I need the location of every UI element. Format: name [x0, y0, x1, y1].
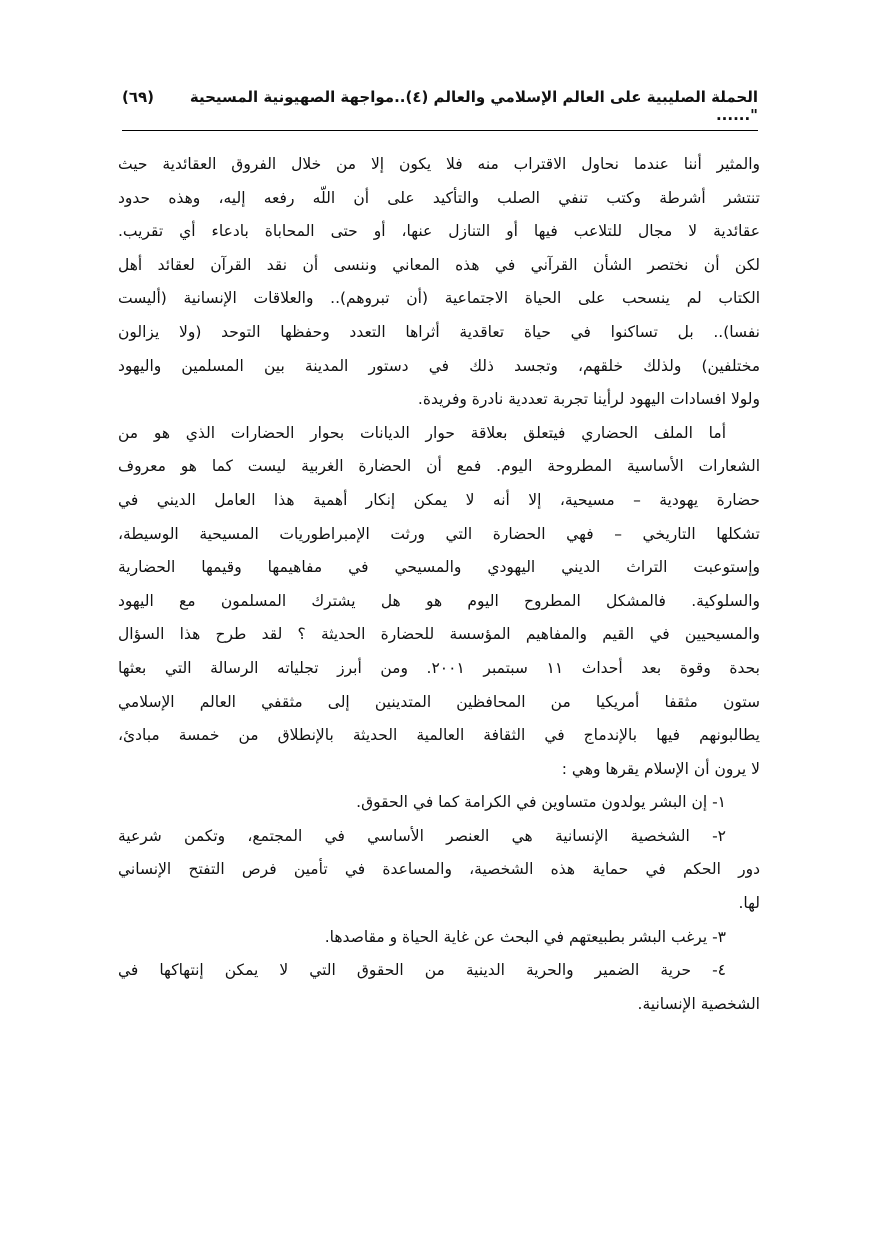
text-line: ٤- حرية الضمير والحرية الدينية من الحقوق التي لا يمكن إنتهاكها في: [118, 961, 726, 980]
document-body: [118, 148, 760, 1021]
text-line: الشخصية الإنسانية.: [637, 994, 760, 1013]
text-line: الشعارات الأساسية المطروحة اليوم. فمع أن الحضارة الغربية ليست كما هو معروف: [118, 457, 760, 476]
text-line: أما الملف الحضاري فيتعلق بعلاقة حوار الديانات بحوار الحضارات الذي هو من: [118, 423, 726, 442]
text-line: لكن أن نختصر الشأن القرآني في هذه المعاني وننسى أن نقد القرآن لعقائد أهل: [118, 255, 760, 274]
text-line: نفسا).. بل تساكنوا في حياة تعاقدية أثراها التعدد وحفظها التوحد (ولا يزالون: [118, 322, 760, 341]
text-line: ولولا افسادات اليهود لرأينا تجربة تعددية نادرة وفريدة.: [417, 390, 760, 409]
page-number: (٦٩): [122, 88, 155, 106]
header-title: الحملة الصليبية على العالم الإسلامي والعالم (٤)..مواجهة الصهيونية المسيحية "......: [189, 88, 758, 124]
text-line: حضارة يهودية – مسيحية، إلا أنه لا يمكن إنكار أهمية هذا العامل الديني في: [118, 490, 760, 509]
text-line: مختلفين) ولذلك خلقهم، وتجسد ذلك في دستور المدينة بين المسلمين واليهود: [118, 356, 760, 375]
text-line: تنتشر أشرطة وكتب تنفي الصلب والتأكيد على أن اللّه رفعه إليه، وهذه حدود: [118, 188, 760, 207]
text-line: ٣- يرغب البشر بطبيعتهم في البحث عن غاية الحياة و مقاصدها.: [324, 927, 726, 946]
text-line: وإستوعبت التراث الديني اليهودي والمسيحي في مفاهيمها وقيمها الحضارية: [118, 558, 760, 577]
text-line: ١- إن البشر يولدون متساوين في الكرامة كما في الحقوق.: [356, 793, 726, 812]
text-line: يطالبونهم فيها بالإندماج في الثقافة العالمية الحديثة بالإنطلاق من خمسة مبادئ،: [118, 726, 760, 745]
text-line: بحدة وقوة بعد أحداث ١١ سبتمبر ٢٠٠١. ومن أبرز تجلياته الرسالة التي بعثها: [118, 658, 760, 677]
text-line: ستون مثقفا أمريكيا من المحافظين المتدينين إلى مثقفي العالم الإسلامي: [118, 692, 760, 711]
running-header: [122, 88, 758, 131]
text-line: تشكلها التاريخي – فهي الحضارة التي ورثت الإمبراطوريات المسيحية الوسيطة،: [118, 524, 760, 543]
text-line: عقائدية لا مجال للتلاعب فيها أو التنازل عنها، أو حتى المحاباة بادعاء أي تقريب.: [118, 222, 760, 241]
text-line: ٢- الشخصية الإنسانية هي العنصر الأساسي في المجتمع، وتكمن شرعية: [118, 826, 726, 845]
text-line: والمثير أننا عندما نحاول الاقتراب منه فلا يكون إلا من خلال الفروق العقائدية حيث: [118, 155, 760, 173]
text-line: لها.: [738, 894, 760, 913]
text-line: والمسيحيين في القيم والمفاهيم المؤسسة للحضارة الحديثة ؟ لقد طرح هذا السؤال: [118, 625, 760, 644]
text-line: دور الحكم في حماية هذه الشخصية، والمساعدة في تأمين فرص التفتح الإنساني: [118, 860, 760, 879]
text-line: لا يرون أن الإسلام يقرها وهي :: [561, 759, 760, 778]
text-line: الكتاب لم ينسحب على الحياة الاجتماعية (أن تبروهم).. والعلاقات الإنسانية (أليست: [118, 289, 760, 308]
text-line: والسلوكية. فالمشكل المطروح اليوم هو هل يشترك المسلمون مع اليهود: [118, 591, 760, 610]
